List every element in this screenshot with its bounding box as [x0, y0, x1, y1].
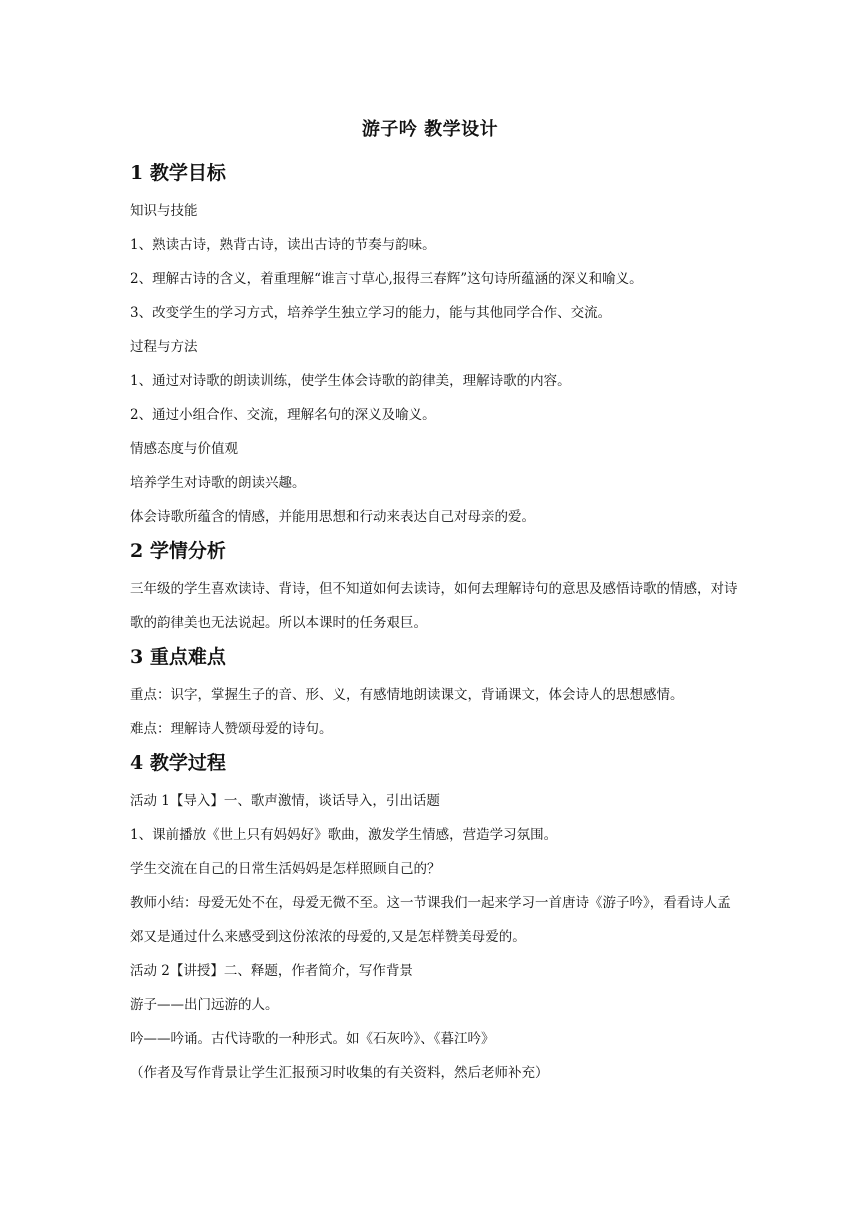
section-key-points	[130, 640, 740, 746]
paragraph: 难点：理解诗人赞颂母爱的诗句。	[130, 721, 333, 737]
section-teaching-process	[130, 746, 740, 1090]
paragraph: 2、通过小组合作、交流，理解名句的深义及喻义。	[130, 407, 436, 423]
section-heading: 4 教学过程	[130, 752, 226, 774]
paragraph: 培养学生对诗歌的朗读兴趣。	[130, 475, 306, 491]
section-heading: 2 学情分析	[130, 540, 226, 562]
paragraph: 1、熟读古诗，熟背古诗，读出古诗的节奏与韵味。	[130, 237, 436, 253]
section-heading: 3 重点难点	[130, 646, 226, 668]
document-body	[130, 156, 740, 1090]
section-learner-analysis	[130, 534, 740, 640]
paragraph: 重点：识字，掌握生子的音、形、义，有感情地朗读课文，背诵课文，体会诗人的思想感情。	[130, 687, 684, 703]
section-teaching-goals	[130, 156, 740, 534]
paragraph: 1、课前播放《世上只有妈妈好》歌曲，激发学生情感，营造学习氛围。	[130, 827, 558, 843]
paragraph: 活动 1【导入】一、歌声激情，谈话导入，引出话题	[130, 793, 440, 809]
paragraph: 过程与方法	[130, 339, 198, 355]
paragraph: 学生交流在自己的日常生活妈妈是怎样照顾自己的？	[130, 861, 441, 877]
paragraph: 体会诗歌所蕴含的情感，并能用思想和行动来表达自己对母亲的爱。	[130, 509, 535, 525]
document-title: 游子吟 教学设计	[361, 119, 499, 140]
paragraph: 1、通过对诗歌的朗读训练，使学生体会诗歌的韵律美，理解诗歌的内容。	[130, 373, 571, 389]
section-heading: 1 教学目标	[130, 162, 226, 184]
paragraph: （作者及写作背景让学生汇报预习时收集的有关资料，然后老师补充）	[130, 1065, 549, 1081]
paragraph: 3、改变学生的学习方式，培养学生独立学习的能力，能与其他同学合作、交流。	[130, 305, 612, 321]
paragraph: 吟——吟诵。古代诗歌的一种形式。如《石灰吟》、《暮江吟》	[130, 1031, 495, 1047]
paragraph: 活动 2【讲授】二、释题，作者简介，写作背景	[130, 963, 413, 979]
paragraph: 2、理解古诗的含义，着重理解“谁言寸草心,报得三春辉”这句诗所蕴涵的深义和喻义。	[130, 271, 643, 287]
paragraph: 教师小结：母爱无处不在，母爱无微不至。这一节课我们一起来学习一首唐诗《游子吟》，看看诗人孟郊又是通过什么来感受到这份浓浓的母爱的,又是怎样赞美母爱的。	[130, 895, 731, 945]
paragraph: 情感态度与价值观	[130, 441, 238, 457]
paragraph: 知识与技能	[130, 203, 198, 219]
paragraph: 三年级的学生喜欢读诗、背诗，但不知道如何去读诗，如何去理解诗句的意思及感悟诗歌的情感，对诗歌的韵律美也无法说起。所以本课时的任务艰巨。	[130, 581, 738, 631]
paragraph: 游子——出门远游的人。	[130, 997, 279, 1013]
